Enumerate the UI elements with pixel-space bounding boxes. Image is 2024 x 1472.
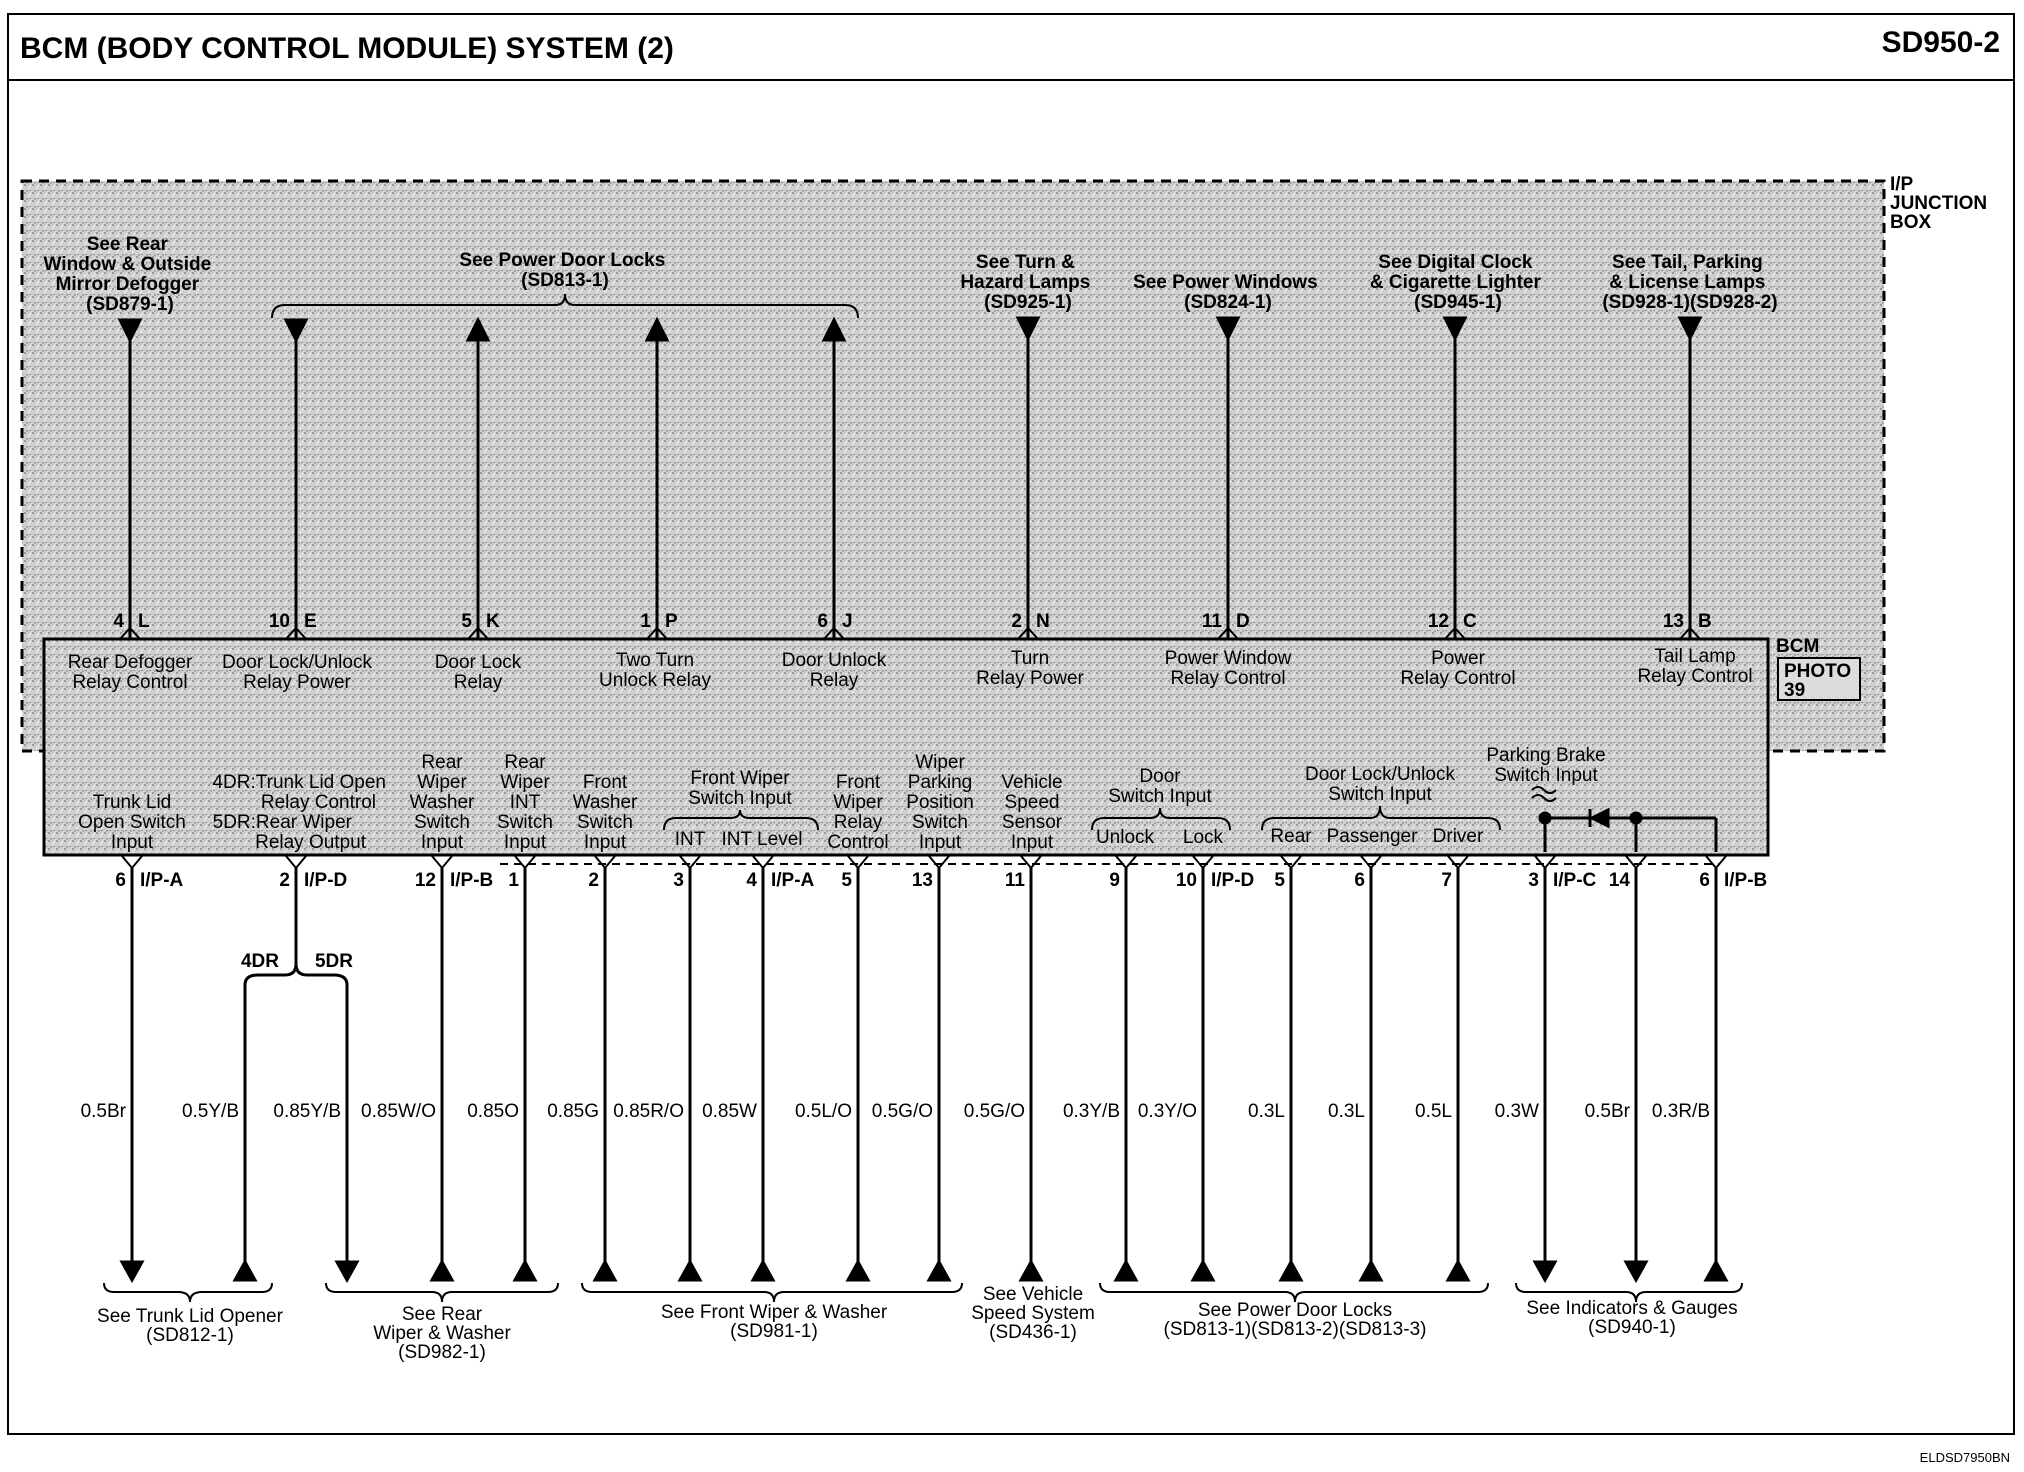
bottom-pin-6-num: 3: [673, 870, 684, 891]
bottom-func-front-wiper-relay: Front Wiper Relay Control: [827, 772, 889, 853]
bottom-pin-4-num: 1: [508, 870, 519, 891]
top-ref-defogger: See Rear Window & Outside Mirror Defogger (SD879-1): [43, 234, 212, 315]
top-func-7: Power Window Relay Control: [1164, 648, 1292, 689]
sub-label-lock: Lock: [1182, 827, 1224, 848]
bottom-pin-3-conn: I/P-B: [450, 870, 494, 891]
top-func-8: Power Relay Control: [1400, 648, 1516, 689]
top-pin-num-5: 6: [817, 611, 828, 632]
wire-labels: [81, 1101, 1710, 1122]
wire-label-14: 0.3L: [1248, 1101, 1285, 1122]
wire-label-2: 0.5Y/B: [181, 1101, 239, 1122]
door-option-5dr: 5DR: [314, 951, 354, 972]
top-pin-letter-3: K: [486, 611, 500, 632]
top-pin-letter-5: J: [842, 611, 853, 632]
wire-label-1: 0.5Br: [80, 1101, 126, 1122]
bottom-pin-10-num: 11: [1004, 870, 1025, 891]
top-pin-letter-2: E: [304, 611, 317, 632]
bottom-func-vehicle-speed: Vehicle Speed Sensor Input: [1001, 772, 1063, 853]
top-pin-letter-6: N: [1036, 611, 1050, 632]
sub-label-driver: Driver: [1432, 826, 1484, 847]
bottom-pin-13-num: 5: [1274, 870, 1285, 891]
junction-box-label-1: I/P: [1890, 174, 1914, 195]
top-func-4: Two Turn Unlock Relay: [599, 650, 711, 691]
wire-label-10: 0.5G/O: [871, 1101, 933, 1122]
sub-label-int-level: INT Level: [721, 829, 803, 850]
bottom-ref-front-wiper: See Front Wiper & Washer (SD981-1): [660, 1302, 888, 1342]
bottom-pin-9-num: 13: [911, 870, 933, 891]
top-pin-num-3: 5: [461, 611, 472, 632]
bottom-pin-17-num: 14: [1608, 870, 1630, 891]
wire-label-19: 0.3R/B: [1651, 1101, 1710, 1122]
bottom-pin-1-conn: I/P-A: [140, 870, 184, 891]
bottom-pin-2-conn: I/P-D: [304, 870, 348, 891]
top-func-3: Door Lock Relay: [434, 652, 522, 693]
bottom-func-door-switch: Door Switch Input: [1108, 766, 1212, 807]
top-pin-num-8: 12: [1427, 611, 1449, 632]
bottom-func-trunk: Trunk Lid Open Switch Input: [78, 792, 186, 853]
top-func-5: Door Unlock Relay: [781, 650, 887, 691]
bottom-pin-7-conn: I/P-A: [771, 870, 815, 891]
bottom-pin-18-num: 6: [1699, 870, 1710, 891]
top-pin-letter-9: B: [1698, 611, 1712, 632]
wire-label-18: 0.5Br: [1584, 1101, 1630, 1122]
wire-label-8: 0.85W: [702, 1101, 757, 1122]
bottom-pin-12-conn: I/P-D: [1211, 870, 1255, 891]
bottom-pin-8-num: 5: [841, 870, 852, 891]
bottom-func-front-washer: Front Washer Switch Input: [572, 772, 638, 853]
bottom-brackets: [104, 1283, 1742, 1302]
top-pin-num-9: 13: [1662, 611, 1684, 632]
bottom-ref-trunk: See Trunk Lid Opener (SD812-1): [97, 1306, 283, 1346]
page-code: SD950-2: [1881, 26, 2000, 59]
top-ref-digital-clock: See Digital Clock & Cigarette Lighter (SD945-1): [1369, 252, 1541, 313]
bottom-func-trunk-relay: 4DR:Trunk Lid Open Relay Control 5DR:Rear Wiper Relay Output: [212, 772, 386, 853]
bottom-ref-rear-wiper: See Rear Wiper & Washer (SD982-1): [373, 1304, 511, 1363]
wire-label-5: 0.85O: [467, 1101, 519, 1122]
wire-label-7: 0.85R/O: [613, 1101, 684, 1122]
sub-label-unlock: Unlock: [1095, 827, 1155, 848]
wire-label-16: 0.5L: [1415, 1101, 1452, 1122]
top-func-2: Door Lock/Unlock Relay Power: [222, 652, 372, 693]
top-pin-num-4: 1: [640, 611, 651, 632]
junction-box-label-2: JUNCTION: [1890, 193, 1988, 214]
bottom-pin-12-num: 10: [1175, 870, 1197, 891]
wire-label-11: 0.5G/O: [963, 1101, 1025, 1122]
top-func-6: Turn Relay Power: [976, 648, 1084, 689]
junction-box-label-3: BOX: [1890, 212, 1932, 233]
bottom-wires: [122, 868, 1726, 1280]
wire-label-6: 0.85G: [547, 1101, 599, 1122]
bottom-ref-vehicle-speed: See Vehicle Speed System (SD436-1): [971, 1284, 1095, 1343]
bottom-pin-5-num: 2: [588, 870, 599, 891]
top-ref-turn-hazard: See Turn & Hazard Lamps (SD925-1): [960, 252, 1091, 313]
bottom-pin-18-conn: I/P-B: [1724, 870, 1768, 891]
top-func-9: Tail Lamp Relay Control: [1637, 646, 1753, 687]
bottom-func-rear-washer: Rear Wiper Washer Switch Input: [409, 752, 475, 853]
bottom-pin-14-num: 6: [1354, 870, 1365, 891]
sub-label-int: INT: [674, 829, 706, 850]
bottom-pin-2-num: 2: [279, 870, 290, 891]
wire-label-13: 0.3Y/O: [1137, 1101, 1197, 1122]
door-option-4dr: 4DR: [240, 951, 280, 972]
top-pin-num-1: 4: [113, 611, 124, 632]
wire-label-15: 0.3L: [1328, 1101, 1365, 1122]
page-title: BCM (BODY CONTROL MODULE) SYSTEM (2): [20, 32, 674, 65]
top-pin-num-7: 11: [1201, 611, 1222, 632]
bottom-pin-3-num: 12: [414, 870, 436, 891]
bottom-pin-7-num: 4: [746, 870, 757, 891]
bottom-func-wiper-parking: Wiper Parking Position Switch Input: [906, 752, 974, 853]
top-func-1: Rear Defogger Relay Control: [67, 652, 193, 693]
top-pin-letter-8: C: [1463, 611, 1477, 632]
bottom-pin-15-num: 7: [1441, 870, 1452, 891]
bottom-ref-power-door-locks: See Power Door Locks (SD813-1)(SD813-2)(SD813-3): [1163, 1300, 1427, 1340]
bottom-pin-16-conn: I/P-C: [1553, 870, 1597, 891]
bottom-pin-1-num: 6: [115, 870, 126, 891]
bottom-references: [97, 1284, 1738, 1363]
sub-label-rear: Rear: [1270, 826, 1312, 847]
bottom-ref-indicators: See Indicators & Gauges (SD940-1): [1526, 1298, 1738, 1338]
top-pin-num-2: 10: [268, 611, 290, 632]
wire-label-9: 0.5L/O: [794, 1101, 852, 1122]
top-pin-letter-7: D: [1236, 611, 1250, 632]
top-pin-letter-1: L: [138, 611, 150, 632]
wire-label-3: 0.85Y/B: [273, 1101, 341, 1122]
top-ref-power-door-locks: See Power Door Locks (SD813-1): [459, 250, 666, 291]
sub-label-passenger: Passenger: [1326, 826, 1418, 847]
footer-code: ELDSD7950BN: [1919, 1450, 2010, 1465]
bottom-func-rear-int: Rear Wiper INT Switch Input: [497, 752, 553, 853]
bcm-label: BCM: [1776, 636, 1820, 657]
wire-label-12: 0.3Y/B: [1062, 1101, 1120, 1122]
top-pin-letter-4: P: [665, 611, 678, 632]
bottom-pin-16-num: 3: [1528, 870, 1539, 891]
bottom-func-door-lock-switch: Door Lock/Unlock Switch Input: [1305, 764, 1455, 805]
bottom-pin-11-num: 9: [1109, 870, 1120, 891]
top-pin-num-6: 2: [1011, 611, 1022, 632]
top-ref-tail-lamps: See Tail, Parking & License Lamps (SD928-1)(SD928-2): [1602, 252, 1778, 313]
wire-label-4: 0.85W/O: [361, 1101, 436, 1122]
photo-label-2: 39: [1784, 680, 1806, 701]
bottom-pin-chevrons: [122, 856, 1726, 868]
bottom-pins: [115, 870, 1767, 891]
photo-label-1: PHOTO: [1784, 661, 1852, 682]
top-ref-power-windows: See Power Windows (SD824-1): [1133, 272, 1318, 313]
bottom-func-front-wiper-switch: Front Wiper Switch Input: [688, 768, 792, 809]
wire-label-17: 0.3W: [1494, 1101, 1539, 1122]
bottom-func-parking-brake: Parking Brake Switch Input: [1486, 745, 1606, 786]
